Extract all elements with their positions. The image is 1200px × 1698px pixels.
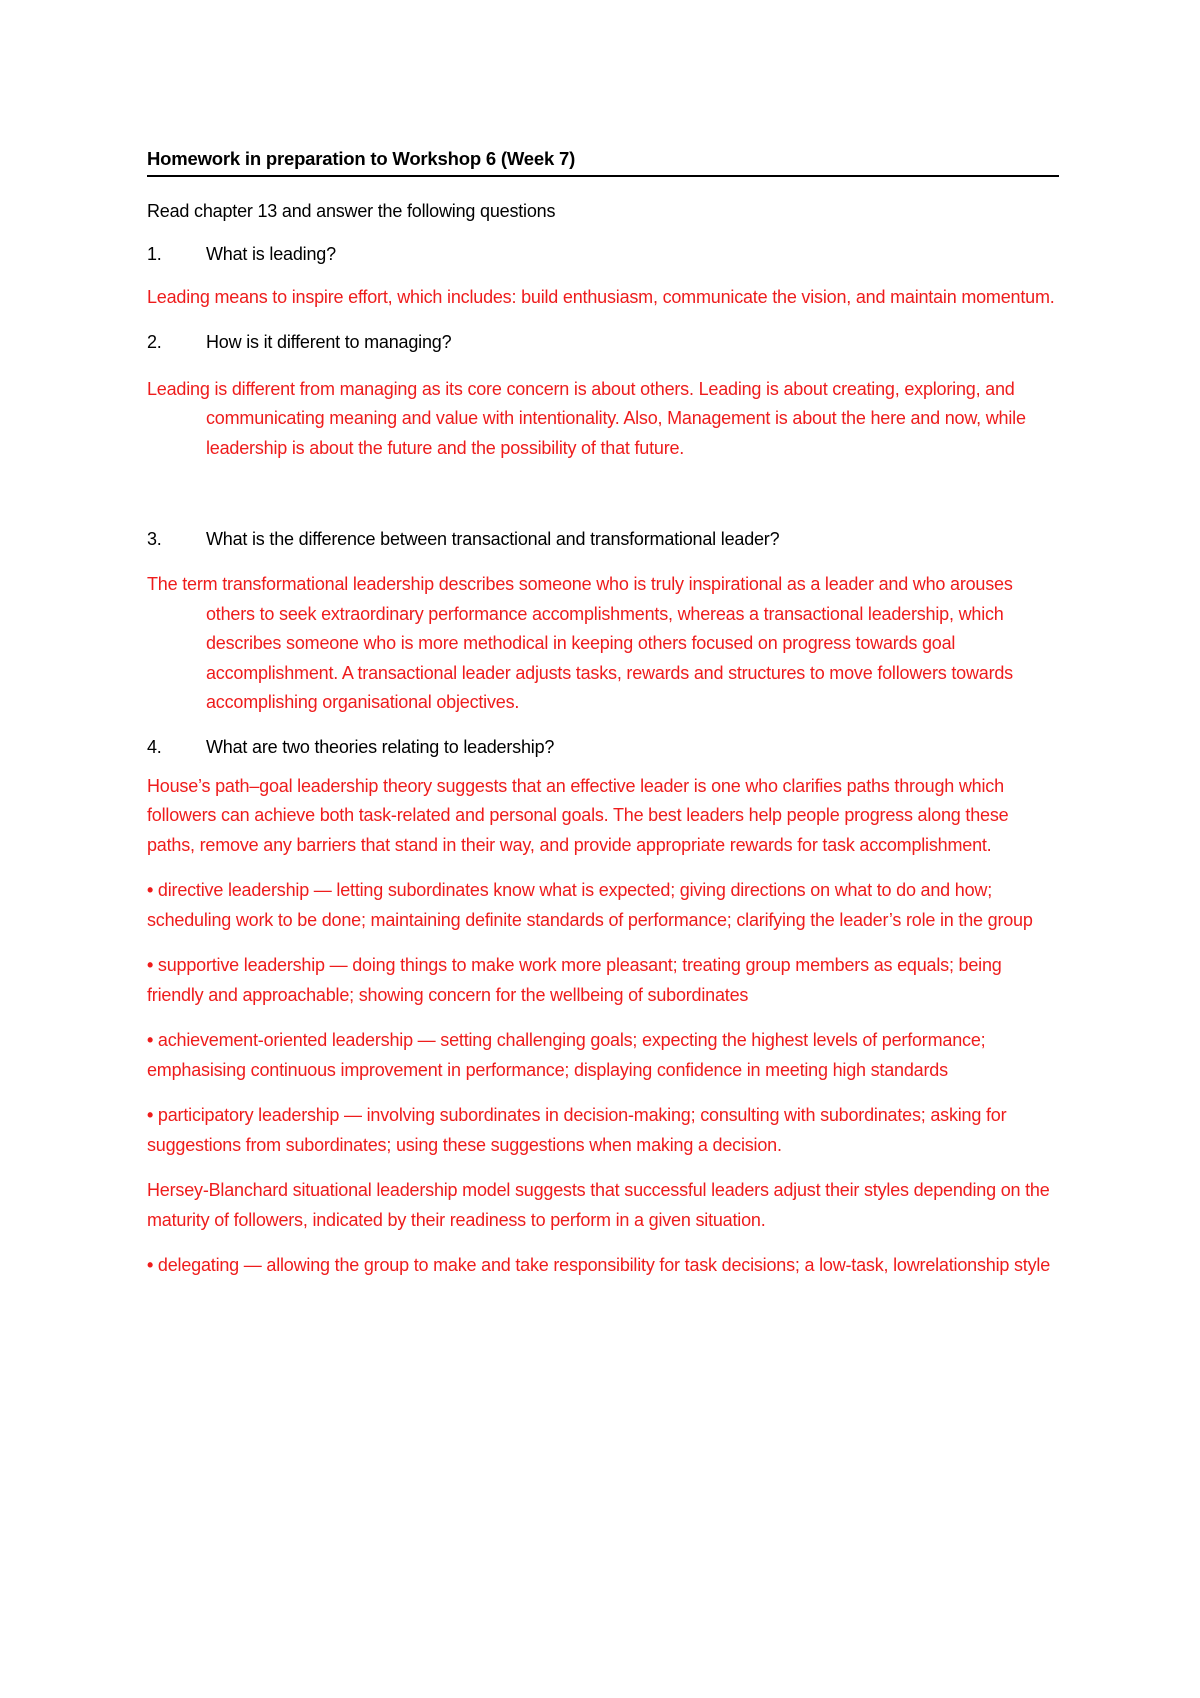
bullet-text: delegating — allowing the group to make and take responsibility for task decisions; a low-task, lowrelationship style (157, 1255, 1050, 1275)
document-title: Homework in preparation to Workshop 6 (Week 7) (147, 146, 1059, 177)
bullet-delegating (147, 1251, 1059, 1281)
question-1 (147, 241, 1059, 267)
bullet-text: supportive leadership — doing things to make work more pleasant; treating group members as equals; being friendly and approachable; showing concern for the wellbeing of subordinates (147, 955, 1002, 1005)
bullet-text: directive leadership — letting subordinates know what is expected; giving directions on what to do and how; scheduling work to be done; maintaining definite standards of performance; clarifying the leader’s role in the group (147, 880, 1033, 930)
bullet-icon: • (147, 955, 154, 975)
question-number: 3. (147, 529, 162, 549)
question-text: How is it different to managing? (206, 331, 452, 352)
intro-text: Read chapter 13 and answer the following questions (147, 201, 556, 221)
bullet-icon: • (147, 1030, 154, 1050)
path-goal-theory: House’s path–goal leadership theory suggests that an effective leader is one who clarifies paths through which followers can achieve both task-related and personal goals. The best leaders help people progress along these paths, remove any barriers that stand in their way, and provide appropriate rewards for task accomplishment. (147, 775, 1009, 855)
bullet-icon: • (147, 1255, 154, 1275)
document-page (147, 146, 1059, 1281)
question-4 (147, 734, 1059, 760)
question-3 (147, 526, 1059, 552)
bullet-achievement (147, 1026, 1059, 1085)
bullet-icon: • (147, 880, 154, 900)
question-text: What is the difference between transactional and transformational leader? (206, 529, 780, 549)
question-number: 4. (147, 736, 162, 757)
question-number: 1. (147, 244, 162, 264)
bullet-icon: • (147, 1105, 154, 1125)
bullet-text: achievement-oriented leadership — setting challenging goals; expecting the highest levels of performance; emphasising continuous improvement in performance; displaying confidence in meeting high standards (147, 1030, 986, 1080)
question-text: What are two theories relating to leadership? (206, 736, 555, 757)
question-text: What is leading? (206, 244, 336, 264)
answer-2: Leading is different from managing as its core concern is about others. Leading is about creating, exploring, and communicating meaning and value with intentionality. Also, Management is about the here and now, while leadership is about the future and the possibility of that future. (147, 378, 1026, 458)
hersey-blanchard-model: Hersey-Blanchard situational leadership model suggests that successful leaders adjust their styles depending on the maturity of followers, indicated by their readiness to perform in a given situation. (147, 1180, 1050, 1230)
bullet-text: participatory leadership — involving subordinates in decision-making; consulting with subordinates; asking for suggestions from subordinates; using these suggestions when making a decision. (147, 1105, 1007, 1155)
bullet-supportive (147, 951, 1059, 1010)
question-2 (147, 329, 1059, 355)
question-number: 2. (147, 331, 162, 352)
answer-3: The term transformational leadership describes someone who is truly inspirational as a leader and who arouses others to seek extraordinary performance accomplishments, whereas a transactional leadership, which describes someone who is more methodical in keeping others focused on progress towards goal accomplishment. A transactional leader adjusts tasks, rewards and structures to move followers towards accomplishing organisational objectives. (147, 574, 1013, 712)
answer-1: Leading means to inspire effort, which includes: build enthusiasm, communicate the vision, and maintain momentum. (147, 287, 1055, 307)
bullet-directive (147, 876, 1059, 935)
bullet-participatory (147, 1101, 1059, 1160)
